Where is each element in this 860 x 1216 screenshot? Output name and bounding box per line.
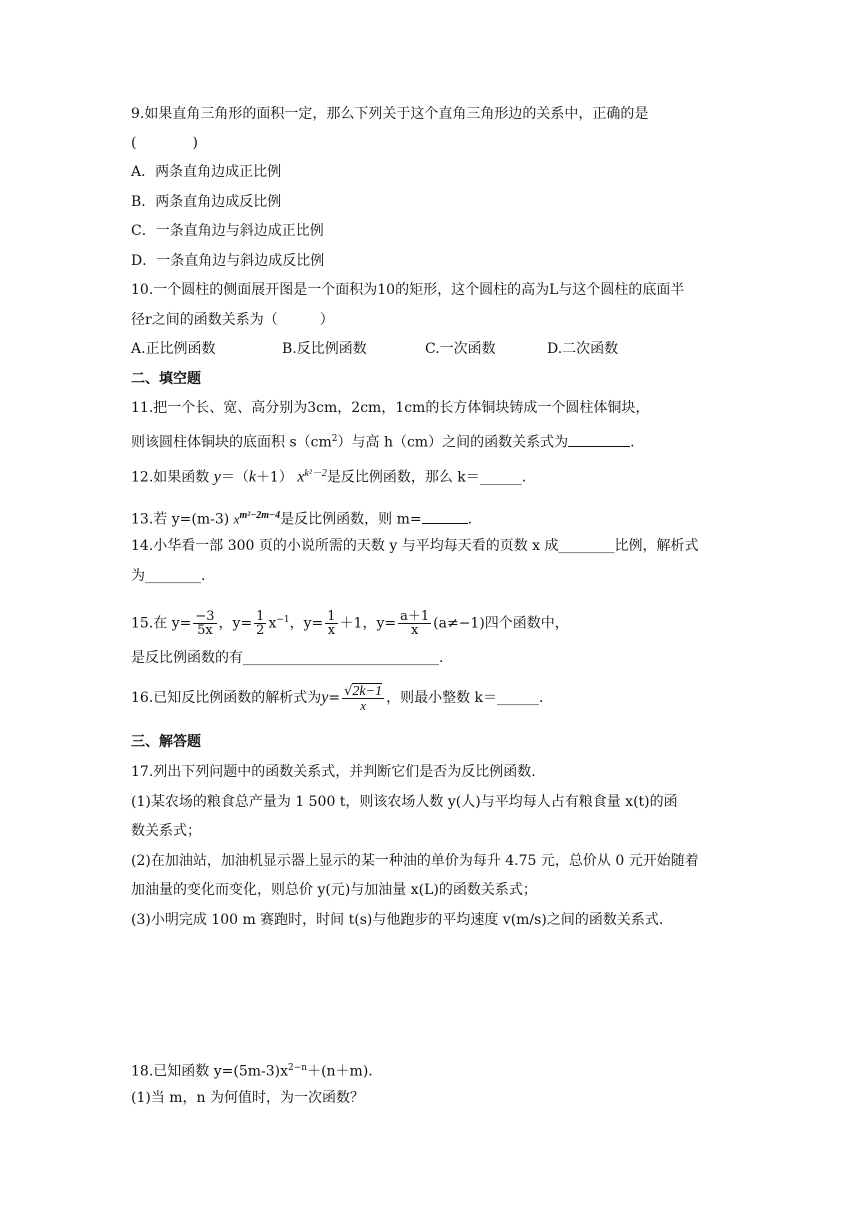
q9-option-a: A．两条直角边成正比例 [131,164,282,180]
q16-denominator: x [360,697,366,713]
q11-answer-blank [568,432,630,447]
q14-line2: 为________. [131,568,206,584]
q15-var-x: x [268,615,277,632]
q15-fraction-2 [254,610,266,637]
q15-f1-numerator: −3 [195,609,215,625]
q10-line2: 径r之间的函数关系为（ ） [131,312,334,328]
q15-f3-numerator: 1 [327,609,336,625]
q11-line2 [131,429,635,453]
q9-option-d: D．一条直角边与斜边成反比例 [131,253,325,269]
q17-part2-line1: (2)在加油站，加油机显示器上显示的某一种油的单价为每升 4.75 元，总价从 0 元开始随着 [131,853,699,869]
q18-text-pre: 18.已知函数 y=(5m-3)x [131,1063,288,1080]
q15-sep1: ，y= [218,615,253,632]
q9-option-b: B．两条直角边成反比例 [131,194,282,210]
q17-part1-line2: 数关系式； [131,823,201,839]
q16-radicand: 2k−1 [352,683,383,699]
q17-part2-line2: 加油量的变化而变化，则总价 y(元)与加油量 x(L)的函数关系式； [131,882,537,898]
section-heading-fill-in: 二、填空题 [131,371,201,387]
q9-stem: 9.如果直角三角形的面积一定，那么下列关于这个直角三角形边的关系中，正确的是 [131,106,649,122]
q15-f3-denominator: x [327,623,336,639]
q15-plus-one: ＋1， [339,615,377,632]
q15-line2: 是反比例函数的有____________________________. [131,650,444,666]
q12-eq: ＝（ [220,469,249,486]
q15-f2-numerator: 1 [256,609,265,625]
q18-part1: (1)当 m，n 为何值时，为一次函数？ [131,1090,365,1106]
q11-line1: 11.把一个长、宽、高分别为3cm，2cm，1cm的长方体铜块铸成一个圆柱体铜块， [131,400,650,416]
q15-formula-line [131,598,569,646]
q16-var-y: y [321,689,329,706]
q15-f1-denominator: 5x [197,623,213,639]
q10-option-b: B.反比例函数 [282,341,367,357]
q12-line [131,464,526,488]
q12-plus: ＋1） [255,469,293,486]
q13-var-x: x [233,511,240,527]
q16-numerator: √2k−1 [344,683,383,699]
q12-text-post: 是反比例函数，那么 k＝______. [326,469,527,486]
q12-exponent: k²－2 [304,468,327,479]
q10-line1: 10.一个圆柱的侧面展开图是一个面积为10的矩形，这个圆柱的高为L与这个圆柱的底面半 [131,282,685,298]
q15-fraction-4 [398,610,431,637]
q15-exponent: −1 [276,615,290,625]
q15-condition: (a≠−1)四个函数中， [433,615,569,632]
q12-text-pre: 12.如果函数 [131,469,210,486]
q16-text-pre: 16.已知反比例函数的解析式为 [131,690,322,706]
q10-option-a: A.正比例函数 [131,341,216,357]
q15-sep3: y= [376,615,397,632]
q13-answer-blank [422,509,468,524]
q15-f2-denominator: 2 [256,623,265,639]
q17-part3: (3)小明完成 100 m 赛跑时，时间 t(s)与他跑步的平均速度 v(m/s)之间的函数关系式. [131,912,664,928]
q15-f4-numerator: a＋1 [400,609,430,625]
section-heading-solve: 三、解答题 [131,734,201,750]
q12-var-k: k [248,468,256,486]
q13-exponent: m²−2m−4 [239,510,281,521]
q10-option-c: C.一次函数 [425,341,496,357]
q9-option-c: C．一条直角边与斜边成正比例 [131,223,324,239]
q11-period: . [630,434,635,451]
q12-var-x: x [297,468,305,486]
q16-eq: = [328,690,341,706]
q17-part1-line1: (1)某农场的粮食总产量为 1 500 t，则该农场人数 y(人)与平均每人占有粮食量 x(t)的函 [131,794,678,810]
q13-period: . [467,511,473,528]
q11-superscript: 2 [331,434,338,444]
q15-fraction-3 [325,610,337,637]
q18-stem [131,1058,373,1082]
q15-sep2: ，y= [289,615,324,632]
q12-var-y: y [213,468,221,486]
q11-text-a: 则该圆柱体铜块的底面积 s（cm [131,434,332,451]
q16-line [131,676,543,720]
q15-fraction-1 [193,610,216,637]
q11-text-b: ）与高 h（cm）之间的函数关系式为 [337,434,569,451]
q15-text-pre: 15.在 y= [131,615,192,632]
q13-text-post: 是反比例函数，则 m= [280,511,422,528]
q10-options [131,339,618,359]
q15-f4-denominator: x [410,623,419,639]
q18-exponent: 2−n [288,1063,308,1073]
q10-option-d: D.二次函数 [547,341,619,357]
q18-text-post: ＋(n＋m). [307,1063,373,1080]
q13-line [131,506,472,530]
q13-text-pre: 13.若 y=(m-3) [131,511,230,528]
q16-text-post: ，则最小整数 k＝______. [386,690,544,706]
q14-line1: 14.小华看一部 300 页的小说所需的天数 y 与平均每天看的页数 x 成________比例，解析式 [131,538,699,554]
q17-stem: 17.列出下列问题中的函数关系式，并判断它们是否为反比例函数. [131,764,536,780]
q16-fraction [342,685,384,712]
q9-answer-paren: ( ) [131,135,198,151]
